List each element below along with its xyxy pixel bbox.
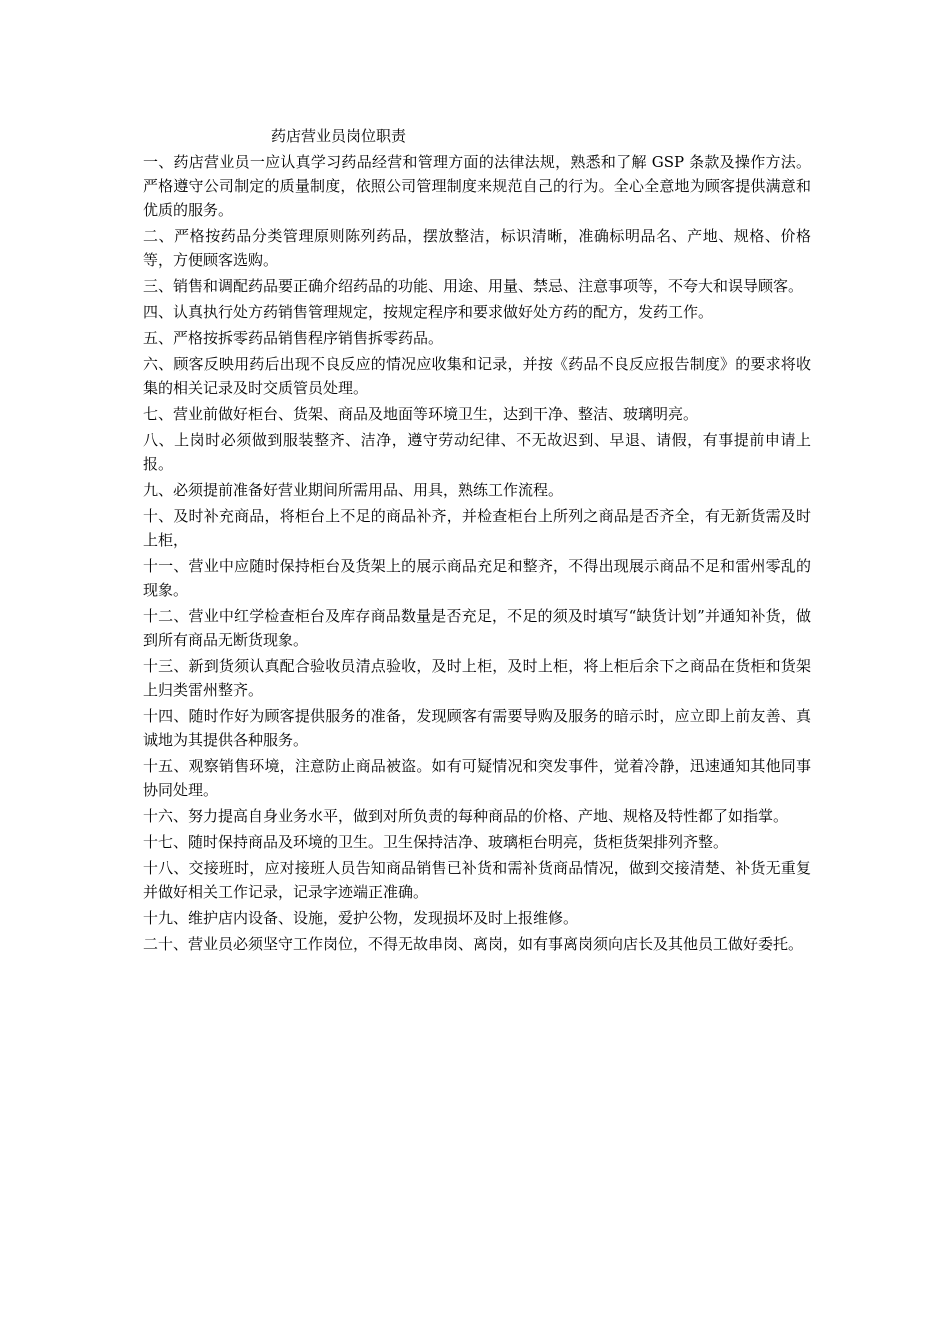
clause-13: 十三、新到货须认真配合验收员清点验收，及时上柜，及时上柜，将上柜后余下之商品在货柜和货架上归类雷州整齐。: [143, 657, 811, 699]
document-title: 药店营业员岗位职责: [271, 127, 407, 145]
document-page: [143, 124, 811, 956]
clause-8: 八、上岗时必须做到服装整齐、洁净，遵守劳动纪律、不无故迟到、早退、请假，有事提前申请上报。: [143, 431, 811, 473]
clause-20: 二十、营业员必须坚守工作岗位，不得无故串岗、离岗，如有事离岗须向店长及其他员工做好委托。: [143, 935, 804, 953]
clause-11: 十一、营业中应随时保持柜台及货架上的展示商品充足和整齐，不得出现展示商品不足和雷州零乱的现象。: [143, 557, 811, 599]
clause-4: 四、认真执行处方药销售管理规定，按规定程序和要求做好处方药的配方，发药工作。: [143, 303, 714, 321]
clause-14: 十四、随时作好为顾客提供服务的准备，发现顾客有需要导购及服务的暗示时，应立即上前友善、真诚地为其提供各种服务。: [143, 707, 811, 749]
clause-2: 二、严格按药品分类管理原则陈列药品，摆放整洁，标识清晰，准确标明品名、产地、规格、价格等，方便顾客选购。: [143, 227, 811, 269]
clause-7: 七、营业前做好柜台、货架、商品及地面等环境卫生，达到干净、整洁、玻璃明亮。: [143, 405, 699, 423]
clause-1: 一、药店营业员一应认真学习药品经营和管理方面的法律法规，熟悉和了解 GSP 条款及操作方法。严格遵守公司制定的质量制度，依照公司管理制度来规范自己的行为。全心全意地为顾客提供满意和优质的服务。: [143, 153, 811, 219]
clause-18: 十八、交接班时，应对接班人员告知商品销售已补货和需补货商品情况，做到交接清楚、补货无重复并做好相关工作记录，记录字迹端正准确。: [143, 859, 811, 901]
clause-10: 十、及时补充商品，将柜台上不足的商品补齐，并检查柜台上所列之商品是否齐全，有无新货需及时上柜，: [143, 507, 811, 549]
clause-16: 十六、努力提高自身业务水平，做到对所负责的每种商品的价格、产地、规格及特性都了如指掌。: [143, 807, 789, 825]
clause-6: 六、顾客反映用药后出现不良反应的情况应收集和记录，并按《药品不良反应报告制度》的要求将收集的相关记录及时交质管员处理。: [143, 355, 811, 397]
clause-15: 十五、观察销售环境，注意防止商品被盗。如有可疑情况和突发事件，觉着冷静，迅速通知其他同事协同处理。: [143, 757, 811, 799]
clause-19: 十九、维护店内设备、设施，爱护公物，发现损坏及时上报维修。: [143, 909, 579, 927]
clause-5: 五、严格按拆零药品销售程序销售拆零药品。: [143, 329, 444, 347]
clause-17: 十七、随时保持商品及环境的卫生。卫生保持洁净、玻璃柜台明亮，货柜货架排列齐整。: [143, 833, 729, 851]
clause-9: 九、必须提前准备好营业期间所需用品、用具，熟练工作流程。: [143, 481, 564, 499]
clause-3: 三、销售和调配药品要正确介绍药品的功能、用途、用量、禁忌、注意事项等，不夸大和误导顾客。: [143, 277, 804, 295]
clause-12: 十二、营业中红学检查柜台及库存商品数量是否充足，不足的须及时填写“缺货计划”并通知补货，做到所有商品无断货现象。: [143, 607, 811, 649]
